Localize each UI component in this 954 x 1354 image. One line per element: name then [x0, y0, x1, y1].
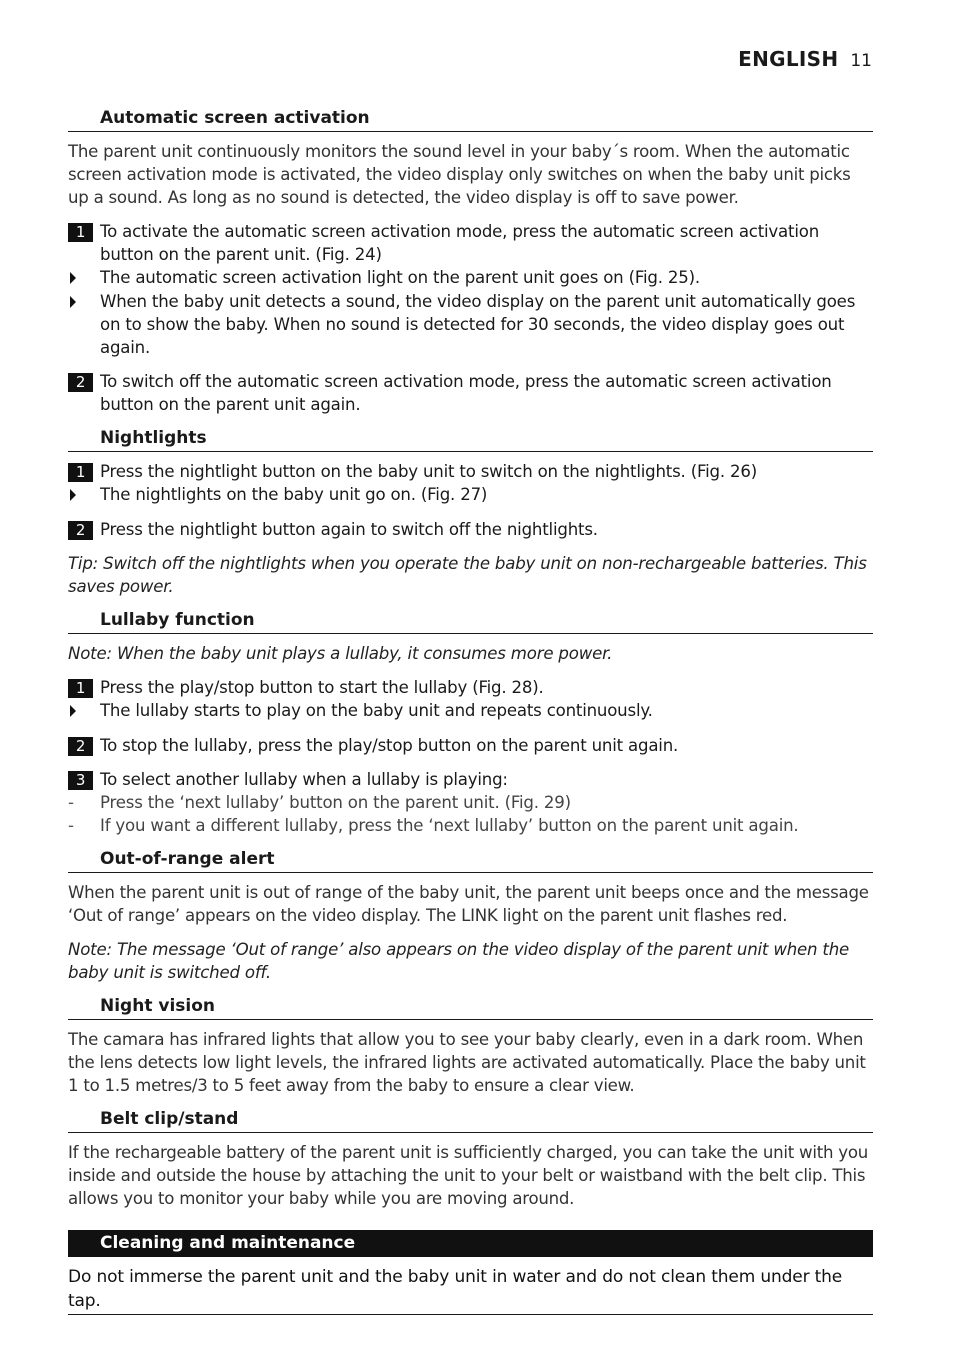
dash-marker: - — [68, 793, 74, 812]
note-text: Note: When the baby unit plays a lullaby, it consumes more power. — [68, 644, 613, 663]
section-heading-belt-clip-stand: Belt clip/stand — [68, 1108, 873, 1133]
note-text: Note: The message ‘Out of range’ also appears on the video display of the parent unit when the baby unit is switched off. — [68, 940, 850, 982]
step-number: 1 — [68, 463, 93, 482]
page-header — [738, 47, 872, 71]
step-row — [68, 460, 873, 483]
arrow-bullet-icon — [70, 272, 76, 284]
step-row — [68, 518, 873, 541]
paragraph: When the parent unit is out of range of the baby unit, the parent unit beeps once and the message ‘Out of range’ appears on the video display. The LINK light on the parent unit flashes red. — [68, 883, 869, 925]
paragraph: The camara has infrared lights that allow you to see your baby clearly, even in a dark room. When the lens detects low light levels, the infrared lights are activated automatically. Place the baby unit 1 to 1.5 metres/3 to 5 feet away from the baby to ensure a clear view. — [68, 1030, 866, 1095]
language-label: ENGLISH — [738, 47, 839, 71]
step-text: To select another lullaby when a lullaby is playing: — [100, 770, 508, 789]
step-text: To stop the lullaby, press the play/stop button on the parent unit again. — [100, 736, 679, 755]
result-row — [68, 483, 873, 507]
dash-marker: - — [68, 816, 74, 835]
tip-text: Tip: Switch off the nightlights when you operate the baby unit on non-rechargeable batteries. This saves power. — [68, 554, 867, 596]
section-heading-nightlights: Nightlights — [68, 427, 873, 452]
step-group — [68, 518, 873, 541]
step-row — [68, 220, 873, 266]
sub-item-row — [68, 814, 873, 837]
paragraph: If the rechargeable battery of the parent unit is sufficiently charged, you can take the unit with you inside and outside the house by attaching the unit to your belt or waistband with the belt clip. This allows you to monitor your baby while you are moving around. — [68, 1143, 869, 1208]
arrow-bullet-icon — [70, 705, 76, 717]
sub-item-row — [68, 791, 873, 814]
step-group — [68, 460, 873, 507]
step-number: 1 — [68, 679, 93, 698]
arrow-bullet-icon — [70, 296, 76, 308]
paragraph: The parent unit continuously monitors the sound level in your baby´s room. When the automatic screen activation mode is activated, the video display only switches on when the baby unit picks up a sound. As long as no sound is detected, the video display is off to save power. — [68, 142, 851, 207]
step-group — [68, 370, 873, 416]
section-heading-lullaby-function: Lullaby function — [68, 609, 873, 634]
step-number: 3 — [68, 771, 93, 790]
step-row — [68, 768, 873, 791]
result-row — [68, 699, 873, 723]
step-group — [68, 220, 873, 359]
warning-text: Do not immerse the parent unit and the baby unit in water and do not clean them under the tap. — [68, 1265, 873, 1315]
step-row — [68, 370, 873, 416]
sub-item-text: If you want a different lullaby, press the ‘next lullaby’ button on the parent unit again. — [100, 816, 799, 835]
step-text: Press the nightlight button again to switch off the nightlights. — [100, 520, 598, 539]
chapter-heading-cleaning-and-maintenance: Cleaning and maintenance — [68, 1230, 873, 1257]
step-group — [68, 734, 873, 757]
step-group — [68, 768, 873, 837]
step-text: Press the nightlight button on the baby unit to switch on the nightlights. (Fig. 26) — [100, 462, 757, 481]
section-heading-automatic-screen-activation: Automatic screen activation — [68, 107, 873, 132]
step-text: To switch off the automatic screen activation mode, press the automatic screen activation button on the parent unit again. — [100, 372, 832, 414]
section-heading-night-vision: Night vision — [68, 995, 873, 1020]
page-number: 11 — [850, 51, 872, 71]
page-content — [68, 107, 873, 1315]
step-text: Press the play/stop button to start the lullaby (Fig. 28). — [100, 678, 544, 697]
result-text: The automatic screen activation light on the parent unit goes on (Fig. 25). — [100, 268, 700, 287]
step-group — [68, 676, 873, 723]
step-number: 2 — [68, 521, 93, 540]
step-number: 2 — [68, 373, 93, 392]
sub-item-text: Press the ‘next lullaby’ button on the parent unit. (Fig. 29) — [100, 793, 571, 812]
step-number: 1 — [68, 223, 93, 242]
section-heading-out-of-range-alert: Out-of-range alert — [68, 848, 873, 873]
result-row — [68, 266, 873, 290]
result-text: The lullaby starts to play on the baby unit and repeats continuously. — [100, 701, 653, 720]
step-row — [68, 734, 873, 757]
step-row — [68, 676, 873, 699]
arrow-bullet-icon — [70, 489, 76, 501]
step-text: To activate the automatic screen activation mode, press the automatic screen activation button on the parent unit. (Fig. 24) — [100, 222, 820, 264]
result-text: The nightlights on the baby unit go on. (Fig. 27) — [100, 485, 488, 504]
result-text: When the baby unit detects a sound, the video display on the parent unit automatically goes on to show the baby. When no sound is detected for 30 seconds, the video display goes out again. — [100, 292, 856, 357]
result-row — [68, 290, 873, 359]
step-number: 2 — [68, 737, 93, 756]
